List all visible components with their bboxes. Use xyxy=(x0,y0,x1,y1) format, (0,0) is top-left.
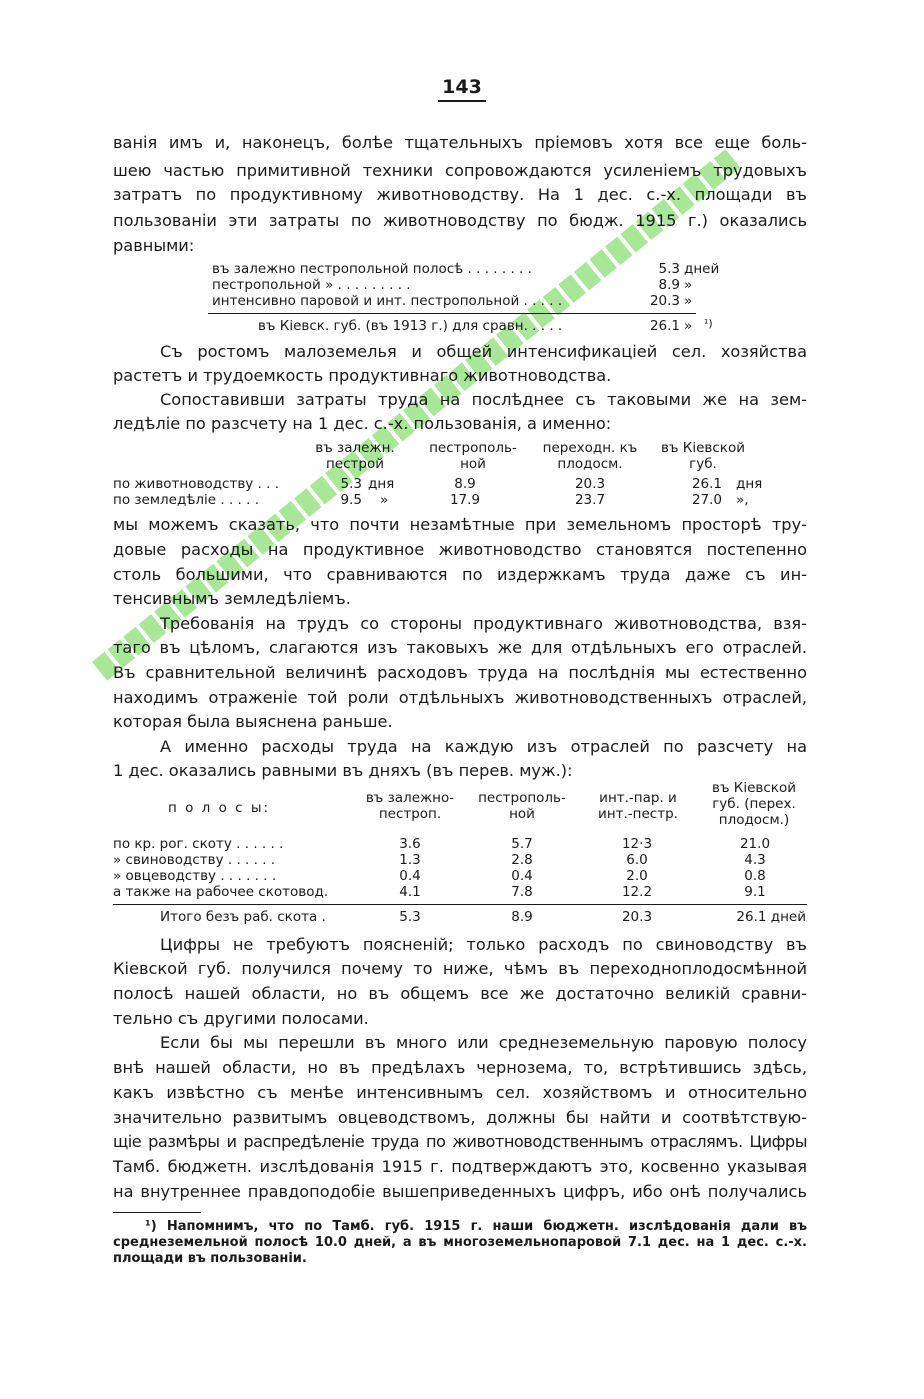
table-cell: 9.1 xyxy=(744,884,766,900)
table-cell: 8.9 xyxy=(511,909,533,925)
table-header: ной xyxy=(460,456,486,472)
table-cell: 4.1 xyxy=(399,884,421,900)
table-unit: дня xyxy=(368,476,395,492)
table-cell: 26.1 xyxy=(649,318,680,334)
table-cell: 20.3 xyxy=(621,909,653,925)
table-cell: 3.6 xyxy=(399,836,421,852)
table-header: плодосм. xyxy=(557,456,623,472)
table-row-label: по кр. рог. скоту . . . . . . xyxy=(113,836,284,852)
table-cell: 0.4 xyxy=(511,868,533,884)
table-header: въ залежн. xyxy=(315,440,395,456)
table-cell: 26.1 дней xyxy=(736,909,806,925)
table-row-label: » овцеводству . . . . . . . xyxy=(113,868,277,884)
scanned-page: 143 ванія имъ и, наконецъ, болѣе тщательныхъ пріемовъ хотя все еще боль- шею частью примитивной техники сопровождаются усиленіемъ трудовыхъ затратъ по продуктивному животноводству. На 1 дес. с.-х. площади въ пользованіи эти затраты по животноводству по бюдж. 1915 г.) оказались равными: въ залежно пестропольной полосѣ . . . . . . . . 5.3 дней пестропольной » . . . . . . . . . 8.9 » интенсивно паровой и инт. пестропольной . . . . . 20.3 » въ Кіевск. губ. (въ 1913 г.) для сравн. . . . . 26.1 » ¹) Съ ростомъ малоземелья и общей интенсификаціей сел. хозяйства растетъ и трудоемкость продуктивнаго животноводства. Сопоставивши затраты труда на послѣднее съ таковыми же на зем- ледѣліе по разсчету на 1 дес. с.-х. пользованія, а именно: въ залежн. пестрой пестрополь- ной переходн. къ плодосм. въ Кіевской губ. по животноводству . . . 5.3 дня 8.9 20.3 26.1 дня по земледѣліе . . . . . 9.5 » 17.9 23.7 27.0 », мы можемъ сказать, что почти незамѣтные при земельномъ просторѣ тру- довые расходы на продуктивное животноводство становятся постепенно столь большими, что сравниваются по издержкамъ труда даже съ ин- тенсивнымъ земледѣліемъ. Требованія на трудъ со стороны продуктивнаго животноводства, взя- таго въ цѣломъ, слагаются изъ таковыхъ же для отдѣльныхъ его отраслей. Въ сравнительной величинѣ расходовъ труда на послѣднія мы естественно находимъ отраженіе той роли отдѣльныхъ животноводственныхъ отраслей, которая была выяснена раньше. А именно расходы труда на каждую изъ отраслей по разсчету на 1 дес. оказались равными въ дняхъ (въ перев. муж.): п о л о с ы: въ залежно- пестроп. пестрополь- ной инт.-пар. и инт.-пестр. въ Кіевской губ. (перех. плодосм.) по кр. рог. скоту . . . . . . 3.6 5.7 12·3 21.0 » свиноводству . . . . . . 1.3 2.8 6.0 4.3 » овцеводству . . . . . . . 0.4 0.4 2.0 0.8 а также на рабочее скотовод. 4.1 7.8 12.2 9.1 Итого безъ раб. скота . 5.3 8.9 20.3 26.1 дней Цифры не требуютъ поясненій; только расходъ по свиноводству въ Кіевской губ. получился почему то ниже, чѣмъ въ переходноплодосмѣнной полосѣ нашей области, но въ общемъ все же достаточно великій сравни- тельно съ другими полосами. Если бы мы перешли въ много или среднеземельную паровую полосу внѣ нашей области, но въ предѣлахъ чернозема, то, встрѣтившись здѣсь, какъ извѣстно съ менѣе интенсивнымъ сел. хозяйствомъ и относительно значительно развитымъ овцеводствомъ, должны бы найти и соотвѣтствую- щіе размѣры и распредѣленіе труда по животноводственнымъ отраслямъ. Цифры Тамб. бюджетн. изслѣдованія 1915 г. подтверждаютъ это, косвенно указывая на внутреннее правдоподобіе вышеприведенныхъ цифръ, ибо онѣ получались ¹) Напомнимъ, что по Тамб. губ. 1915 г. наши бюджетн. изслѣдованія дали въ среднеземельной полосѣ 10.0 дней, а въ многоземельнопаровой 7.1 дес. на 1 дес. с.-х. площади въ пользованіи. xyxy=(0,0,924,1399)
table-row-label: » свиноводству . . . . . . xyxy=(113,852,276,868)
table-header: пестрой xyxy=(325,456,385,472)
table-cell: 12·3 xyxy=(621,836,653,852)
table-header: пестрополь- xyxy=(478,790,566,806)
table-cell: 20.3 xyxy=(649,293,680,309)
table-row-label: въ Кіевск. губ. (въ 1913 г.) для сравн. . . . . xyxy=(258,318,563,334)
table-unit: » xyxy=(684,293,693,309)
table-cell: 26.1 xyxy=(691,476,722,492)
table-cell: 9.5 xyxy=(340,492,362,508)
table-cell: 5.7 xyxy=(511,836,533,852)
table-cell: 5.3 xyxy=(658,261,680,277)
page-number: 143 xyxy=(0,76,924,98)
table-header: въ залежно- xyxy=(365,790,455,806)
table-total-label: Итого безъ раб. скота . xyxy=(160,909,326,925)
table-unit: » xyxy=(684,318,693,334)
table-rule xyxy=(208,313,696,314)
table-header: плодосм.) xyxy=(718,812,790,828)
table-unit: » xyxy=(380,492,389,508)
table-cell: 6.0 xyxy=(626,852,648,868)
table-cell: 23.7 xyxy=(574,492,606,508)
table-cell: 8.9 xyxy=(454,476,476,492)
table-cell: 1.3 xyxy=(399,852,421,868)
table-stub-header: п о л о с ы: xyxy=(168,800,271,816)
table-row-label: интенсивно паровой и инт. пестропольной . . . . . xyxy=(212,293,563,309)
table-header: въ Кіевской xyxy=(712,780,796,796)
table-cell: 4.3 xyxy=(744,852,766,868)
table-row-label: по животноводству . . . xyxy=(113,476,280,492)
table-header: въ Кіевской xyxy=(661,440,745,456)
footnote-line: среднеземельной полосѣ 10.0 дней, а въ многоземельнопаровой 7.1 дес. на 1 дес. с.-х. xyxy=(113,1235,807,1250)
table-unit: » xyxy=(684,277,693,293)
table-header: инт.-пестр. xyxy=(598,806,678,822)
table-cell: 20.3 xyxy=(574,476,606,492)
footnote-marker: ¹) xyxy=(704,317,713,330)
table-cell: 5.3 xyxy=(399,909,421,925)
table-header: губ. xyxy=(689,456,717,472)
table-row-label: пестропольной » . . . . . . . . . xyxy=(212,277,411,293)
table-unit: дня xyxy=(736,476,763,492)
table-cell: 17.9 xyxy=(449,492,481,508)
table-cell: 2.0 xyxy=(626,868,648,884)
table-unit: », xyxy=(736,492,749,508)
table-unit: дней xyxy=(684,261,720,277)
table-header: пестроп. xyxy=(378,806,442,822)
table-row-label: по земледѣліе . . . . . xyxy=(113,492,259,508)
footnote-line: ¹) Напомнимъ, что по Тамб. губ. 1915 г. наши бюджетн. изслѣдованія дали въ xyxy=(145,1219,807,1234)
table-header: пестрополь- xyxy=(429,440,517,456)
table-cell: 12.2 xyxy=(621,884,653,900)
table-cell: 7.8 xyxy=(511,884,533,900)
table-cell: 5.3 xyxy=(340,476,362,492)
table-header: инт.-пар. и xyxy=(599,790,677,806)
footnote-rule xyxy=(113,1212,201,1213)
footnote-line: площади въ пользованіи. xyxy=(113,1251,307,1266)
table-cell: 0.4 xyxy=(399,868,421,884)
table-header: переходн. къ xyxy=(542,440,638,456)
table-cell: 0.8 xyxy=(744,868,766,884)
table-row-label: въ залежно пестропольной полосѣ . . . . . . . . xyxy=(212,261,532,277)
table-rule xyxy=(113,904,807,905)
table-cell: 27.0 xyxy=(691,492,722,508)
table-cell: 2.8 xyxy=(511,852,533,868)
table-header: ной xyxy=(509,806,535,822)
table-cell: 8.9 xyxy=(658,277,680,293)
table-header: губ. (перех. xyxy=(712,796,796,812)
table-cell: 21.0 xyxy=(739,836,771,852)
table-row-label: а также на рабочее скотовод. xyxy=(113,884,329,900)
